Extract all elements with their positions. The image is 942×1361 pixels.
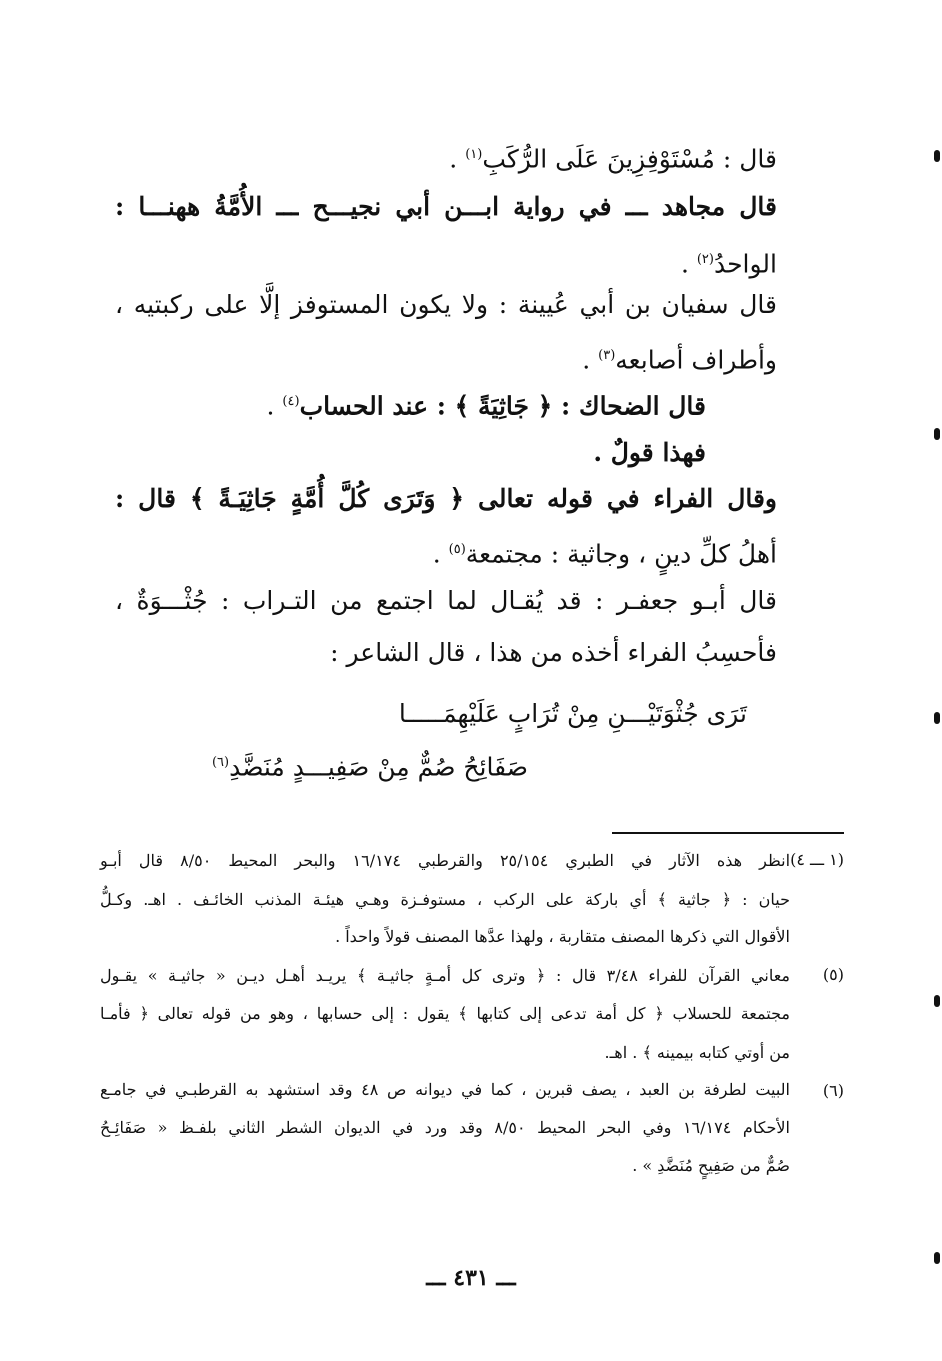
- verse-line-2-text: صَفَائِحُ صُمٌّ مِنْ صَفِيـــدٍ مُنَضَّدِ: [229, 752, 528, 782]
- scan-edge-mark: [934, 150, 940, 162]
- main-line-1-end: .: [449, 144, 466, 174]
- footnote-line: حيان : ﴿ جاثية ﴾ أي باركة على الركب ، مستوفـزة وهـي هيئـة المذنب الخائـف . اهـ. وكـلُّ: [100, 890, 790, 909]
- main-line-8: وقال الفراء في قوله تعالى ﴿ وَتَرَى كُلَّ أُمَّةٍ جَاثِيَـةً ﴾ قال :: [115, 484, 777, 513]
- footnote-ref-1: (١): [465, 147, 483, 162]
- footnote-number: (١ ـــ ٤): [790, 850, 844, 869]
- main-line-7: فهذا قولٌ .: [593, 438, 706, 467]
- main-line-5-end: .: [582, 345, 599, 375]
- scan-edge-mark: [934, 1252, 940, 1264]
- scan-edge-mark: [934, 428, 940, 440]
- main-line-6: [267, 382, 706, 426]
- footnote-line: انظر هذه الآثار في الطبري ٢٥/١٥٤ والقرطبي ١٦/١٧٤ والبحر المحيط ٨/٥٠ قال أبـو: [100, 851, 791, 870]
- footnote-ref-5: (٥): [448, 542, 466, 557]
- page-number: ـــ ٤٣١ ـــ: [426, 1265, 516, 1291]
- main-line-11: فأحسِبُ الفراء أخذه من هذا ، قال الشاعر :: [330, 638, 777, 667]
- main-line-5: [582, 336, 777, 380]
- main-line-1: [449, 135, 777, 179]
- footnote-ref-6: (٦): [211, 755, 230, 770]
- main-line-9-text: أهلُ كلِّ دينٍ ، وجاثية : مجتمعة: [465, 539, 777, 569]
- footnote-number: (٦): [822, 1081, 844, 1100]
- main-line-2: قال مجاهد ـــ في رواية ابـــن أبي نجيـــح ـــ الأُمَّةُ ههنـــا :: [115, 192, 777, 221]
- footnote-line: من أوتي كتابه بيمينه ﴾ . اهـ.: [604, 1043, 790, 1062]
- main-line-1-text: قال : مُسْتَوْفِزِينَ عَلَى الرُّكَبِ: [482, 144, 777, 174]
- verse-line-1: تَرَى جُثْوَتَيْـــنِ مِنْ تُرَابٍ عَلَيْهِمَـــــا: [398, 699, 747, 728]
- main-line-10: قال أبـو جعفـر : قد يُقـال لما اجتمع من التـراب : جُثْـــوَةٌ ،: [115, 586, 777, 615]
- main-line-3-text: الواحدُ: [713, 249, 777, 279]
- footnote-line: معاني القرآن للفراء ٣/٤٨ قال : ﴿ وترى كل أمـةٍ جاثيـة ﴾ يريـد أهـل ديـن « جاثيـة » يقـول: [100, 966, 791, 985]
- footnote-ref-2: (٢): [696, 252, 714, 267]
- footnote-line: الأحكام ١٦/١٧٤ وفي البحر المحيط ٨/٥٠ وقد ورد في الديوان الشطر الثاني بلفـظ « صَفَائِـحُ: [100, 1118, 790, 1137]
- footnote-number: (٥): [822, 965, 844, 984]
- footnote-line: صُمٌّ من صَفِيحٍ مُنَضَّدِ » .: [632, 1156, 790, 1175]
- main-line-3-end: .: [680, 249, 697, 279]
- footnote-separator: [612, 832, 844, 834]
- main-line-9: [433, 530, 777, 574]
- main-line-6-text: قال الضحاك : ﴿ جَاثِيَةً ﴾ : عند الحساب: [299, 391, 706, 421]
- footnote-line: البيت لطرفة بن العبد ، يصف قبرين ، كما في ديوانه ص ٤٨ وقد استشهد به القرطبـي في جامـع: [100, 1080, 791, 1099]
- main-line-5-text: وأطراف أصابعه: [615, 345, 777, 375]
- main-line-4: قال سفيان بن أبي عُيينة : ولا يكون المستوفز إلَّا على ركبتيه ،: [115, 290, 777, 319]
- scan-edge-mark: [934, 712, 940, 724]
- scan-edge-mark: [934, 995, 940, 1007]
- footnote-ref-4: (٤): [282, 394, 300, 409]
- footnote-line: الأقوال التي ذكرها المصنف متقاربة ، ولهذا عدَّها المصنف قولاً واحداً .: [335, 927, 790, 946]
- main-line-6-end: .: [266, 391, 283, 421]
- main-line-3: [681, 240, 777, 284]
- footnote-line: مجتمعة للحسلاب ﴿ كل أمة تدعى إلى كتابها ﴾ يقول : إلى حسابها ، وهو من قوله تعالى ﴿ فأمـا: [100, 1004, 790, 1023]
- main-line-9-end: .: [432, 539, 449, 569]
- verse-line-2: [212, 743, 528, 787]
- footnote-ref-3: (٣): [598, 348, 616, 363]
